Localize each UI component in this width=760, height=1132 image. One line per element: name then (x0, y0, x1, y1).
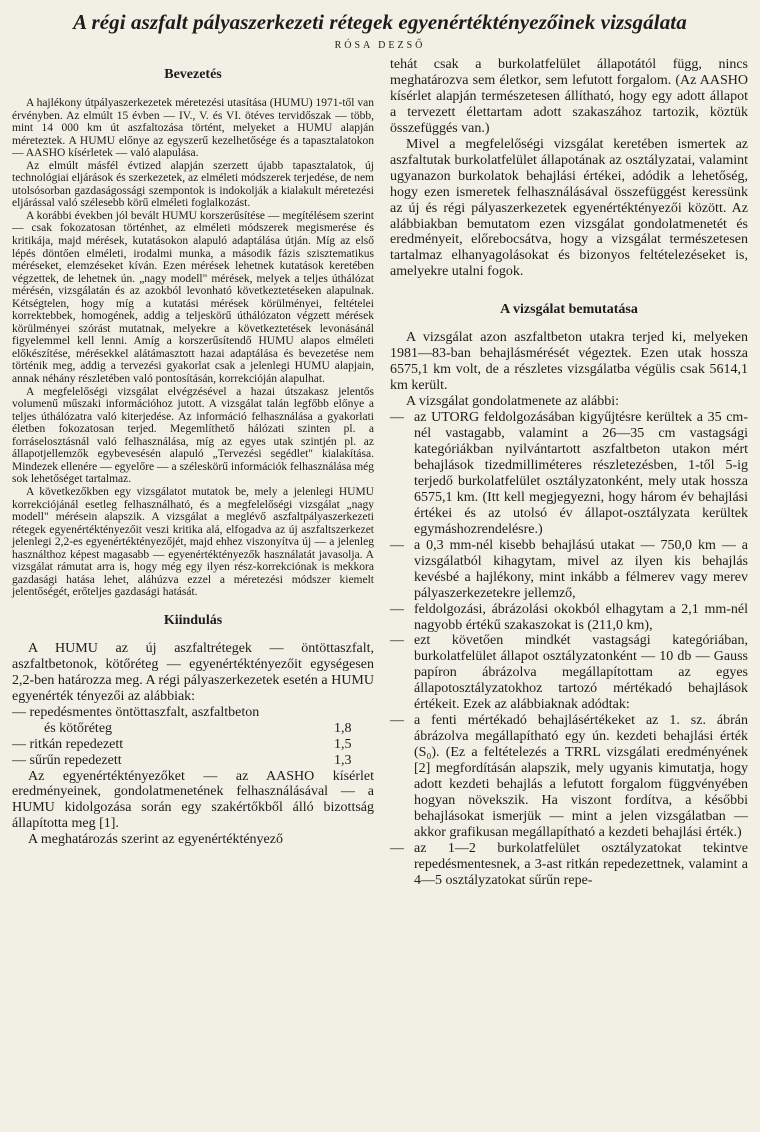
rating-value: 1,3 (334, 752, 352, 768)
bevezetes-body (12, 97, 374, 599)
list-item (390, 633, 748, 713)
rating-value: 1,5 (334, 736, 352, 752)
section-heading-bemutatas: A vizsgálat bemutatása (500, 302, 638, 318)
left-column (12, 65, 374, 889)
paragraph: Mivel a megfelelőségi vizsgálat keretében ismertek az aszfaltutak burkolatfelület állapotának az osztályzatai, valamint ugyanazon burkolatok behajlási értékei, adódik a lehetőség, hogy ezen ismeretek felhasználásával összefüggést keressünk az új és régi pályaszerkezetek egyenértéktényezői között. Az alábbiakban bemutatom ezen vizsgálat gondolatmenetét és eredményeit, előrebocsátva, hogy a vizsgálat természetesen tartalmaz elhanyagolásokat és bizonyos feltételezéseket is, amelyekre utalni fogok. (390, 136, 748, 280)
list-item-text: feldolgozási, ábrázolási okokból elhagytam a 2,1 mm-nél nagyobb értékű szakaszokat is (211,0 km), (414, 601, 748, 633)
dash-marker: — (390, 840, 404, 856)
right-continuation (390, 57, 748, 280)
dash-marker: — (390, 601, 404, 617)
section-heading-kiindulas: Kiindulás (163, 612, 223, 628)
right-column (390, 57, 748, 889)
paragraph: A hajlékony útpályaszerkezetek méretezési utasítása (HUMU) 1971-től van érvényben. Az elmúlt 15 évben — IV., V. és VI. ötéves tervidőszak — több, mint 14 000 km út aszfaltozása történt, melyeket a HUMU alapján méreteztek. A HUMU előnye az egyszerű kezelhetősége és a tapasztalatokon — AASHO kísérletek — való alapulása. (12, 97, 374, 160)
rating-value: 1,8 (334, 720, 352, 736)
list-item-text: az 1—2 burkolatfelület osztályzatokat tekintve repedésmentesnek, a 3-ast ritkán repedezettnek, valamint a 4—5 osztályzatokat sűrűn repe- (414, 840, 748, 888)
article-title: A régi aszfalt pályaszerkezeti rétegek egyenértéktényezőinek vizsgálata (73, 10, 687, 34)
list-item (390, 410, 748, 538)
paragraph: Az egyenértéktényezőket — az AASHO kísérlet eredményeinek, gondolatmenetének felhasználásával — a HUMU kidolgozása során egy szakértőkből álló bizottság állapította meg [1]. (12, 768, 374, 832)
list-item-text: ezt követően mindkét vastagsági kategóriában, burkolatfelület állapot osztályzatonként — 10 db — Gauss papíron ábrázolva megállapítottam az egyes állapotosztályzatokhoz tartozó mértékadó behajlások értékeit. Ezek az alábbiaknak adódtak: (414, 633, 748, 713)
rating-row (12, 737, 374, 753)
paragraph: tehát csak a burkolatfelület állapotától függ, nincs meghatározva sem életkor, sem lefutott forgalom. (Az AASHO kísérlet alapján természetesen állítható, hogy egy adott állapot a tervezett élettartam adott szakaszához tartozik, köztük összefüggés van.) (390, 57, 748, 136)
article-author: RÓSA DEZSŐ (334, 40, 426, 51)
rating-label: — repedésmentes öntöttaszfalt, aszfaltbeton (12, 704, 260, 720)
list-item (390, 713, 748, 841)
dash-marker: — (390, 633, 404, 649)
list-item (390, 538, 748, 602)
list-item (390, 602, 748, 634)
paragraph: A vizsgálat gondolatmenete az alábbi: (406, 394, 620, 410)
article-columns (12, 57, 748, 889)
list-item-text: a 0,3 mm-nél kisebb behajlású utakat — 750,0 km — a vizsgálatból kihagytam, mivel az ilyen kis behajlás kevésbé a hajlékony, mint inkább a félmerev vagy merev pályaszerkezetekre jellemző, (414, 537, 748, 601)
dash-marker: — (390, 410, 404, 426)
rating-row (12, 753, 374, 769)
bemutatas-body (390, 330, 748, 888)
list-item-text: a fenti mértékadó behajlásértékeket az 1. sz. ábrán ábrázolva megállapítható egy ún. kezdeti behajlási érték (S₀). (Ez a feltételezés a TRRL vizsgálati eredményének [2] megfordításán alapszik, mely ugyanis kimutatja, hogy adott kezdeti behajlás a lefutott forgalom függvényében hogyan növekszik. Ha viszont fordítva, a későbbi behajlásokat ismerjük — mint a jelen vizsgálatban — akkor grafikusan megállapítható a kezdeti behajlási érték.) (414, 713, 748, 840)
rating-value (334, 705, 374, 721)
paragraph: A meghatározás szerint az egyenértéktényező (28, 832, 283, 848)
dash-marker: — (390, 537, 404, 553)
paragraph: A vizsgálat azon aszfaltbeton utakra terjed ki, melyeken 1981—83-ban behajlásmérését végeztek. Ezen utak hossza 6575,1 km volt, de a részletes vizsgálatba végülis csak 5614,1 km került. (390, 330, 748, 394)
list-item-text: az UTORG feldolgozásában kigyűjtésre kerültek a 35 cm-nél vastagabb, valamint a 26—35 cm vastagsági kategóriákban nyilvántartott aszfaltbeton utakon mért behajlások tizedmilliméteres részletezésben, 1-től 5-ig terjedő burkolatfelület osztályzatonként, mely utak hossza 6575,1 km. (Itt kell megjegyezni, hogy három év behajlási értékei és az utolsó év állapot-osztályzata kerültek egymáshozrendelésre.) (414, 410, 748, 537)
paragraph: A korábbi években jól bevált HUMU korszerűsítése — megítélésem szerint — csak fokozatosan történhet, az elméleti módszerek megismerése és kritikája, majd mérések, kutatásokon alapuló adaptálása útján. Míg az első lépés döntően elméleti, irodalmi munka, a második fázis szisztematikus méréseket, elemzéseket kíván. Ezen mérések lehetnek kutatások keretében végzettek, de lehetnek ún. „nagy modell" mérések, melyek a teljes úthálózat mérésén, vizsgálatán és az azokból levonható következtetéseken alapulnak. Kétségtelen, hogy míg a kutatási mérések körülményei, feltételei korrektebbek, homogének, addig a teljeskörű úthálózaton végzett mérések körülményei szórást mutatnak, melyekre a következtetések levonásánál figyelemmel kell lenni. Amíg a korszerűsítendő HUMU alapos elméleti előkészítése, mérésekkel alátámasztott hazai adaptálása és bevezetése nem történik meg, addig a tervezési gyakorlat csak a jelenlegi HUMU alapjain, annak néhány részletében való pontosításán, korrekcióján alapulhat. (12, 209, 374, 386)
rating-row (12, 721, 374, 737)
section-heading-bevezetes: Bevezetés (164, 67, 222, 82)
rating-label: — ritkán repedezett (12, 736, 124, 752)
paragraph: A következőkben egy vizsgálatot mutatok be, mely a jelenlegi HUMU korrekciójánál esetleg felhasználható, és a megfelelőségi vizsgálat „nagy modell" mérésein alapszik. A vizsgálat a meglévő aszfaltpályaszerkezeti rétegek egyenértéktényezőit veszi kritika alá, elfogadva az új aszfaltszerkezet jelenlegi 2,2-es egyenértéktényezőjét, majd ehhez viszonyítva új — a jelenleg használthoz képest magasabb — egyenértéktényezők használatát javasolja. A vizsgálat rámutat arra is, hogy még egy ilyen rész-korrekciónak is mekkora gazdasági hatása lehet, aláhúzva ezzel a méretezési módszer kiemelt jelentőségét, erőteljes gazdasági hatását. (12, 485, 374, 599)
list-item (390, 841, 748, 889)
rating-label: és kötőréteg (44, 720, 113, 736)
paragraph: Az elmúlt másfél évtized alapján szerzett újabb tapasztalatok, új technológiai eljárások és szerkezetek, az elméleti módszerek terjedése, de nem utolsósorban gazdaságossági szempontok is indokolják a kialakult méretezési eljárással való szélesebb körű elméleti foglalkozást. (12, 159, 374, 210)
kiindulas-body (12, 641, 374, 848)
rating-row (12, 705, 374, 721)
rating-label: — sűrűn repedezett (12, 752, 122, 768)
paragraph: A HUMU az új aszfaltrétegek — öntöttaszfalt, aszfaltbetonok, kötőréteg — egyenértéktényezőit egységesen 2,2-ben határozza meg. A régi pályaszerkezetek esetén a HUMU egyenérték tényezői az alábbiak: (12, 640, 374, 704)
dash-marker: — (390, 713, 404, 729)
paragraph: A megfelelőségi vizsgálat elvégzésével a hazai útszakasz jelentős volumenű műszaki információhoz jutott. A vizsgálat talán legfőbb előnye a teljes úthálózatra való kiterjedése. Az információ felhasználása a gyakorlati életben fokozatosan terjed. Megemlíthető hálózati szinten pl. a forráselosztásnál való felhasználása, míg az egyes utak szintjén pl. az állapotjellemzők egybevesésén alapuló „Tervezési segédlet" kialakítása. Mindezek ellenére — egyelőre — a széleskörű információk felhasználása még sok lehetőséget tartalmaz. (12, 385, 374, 486)
